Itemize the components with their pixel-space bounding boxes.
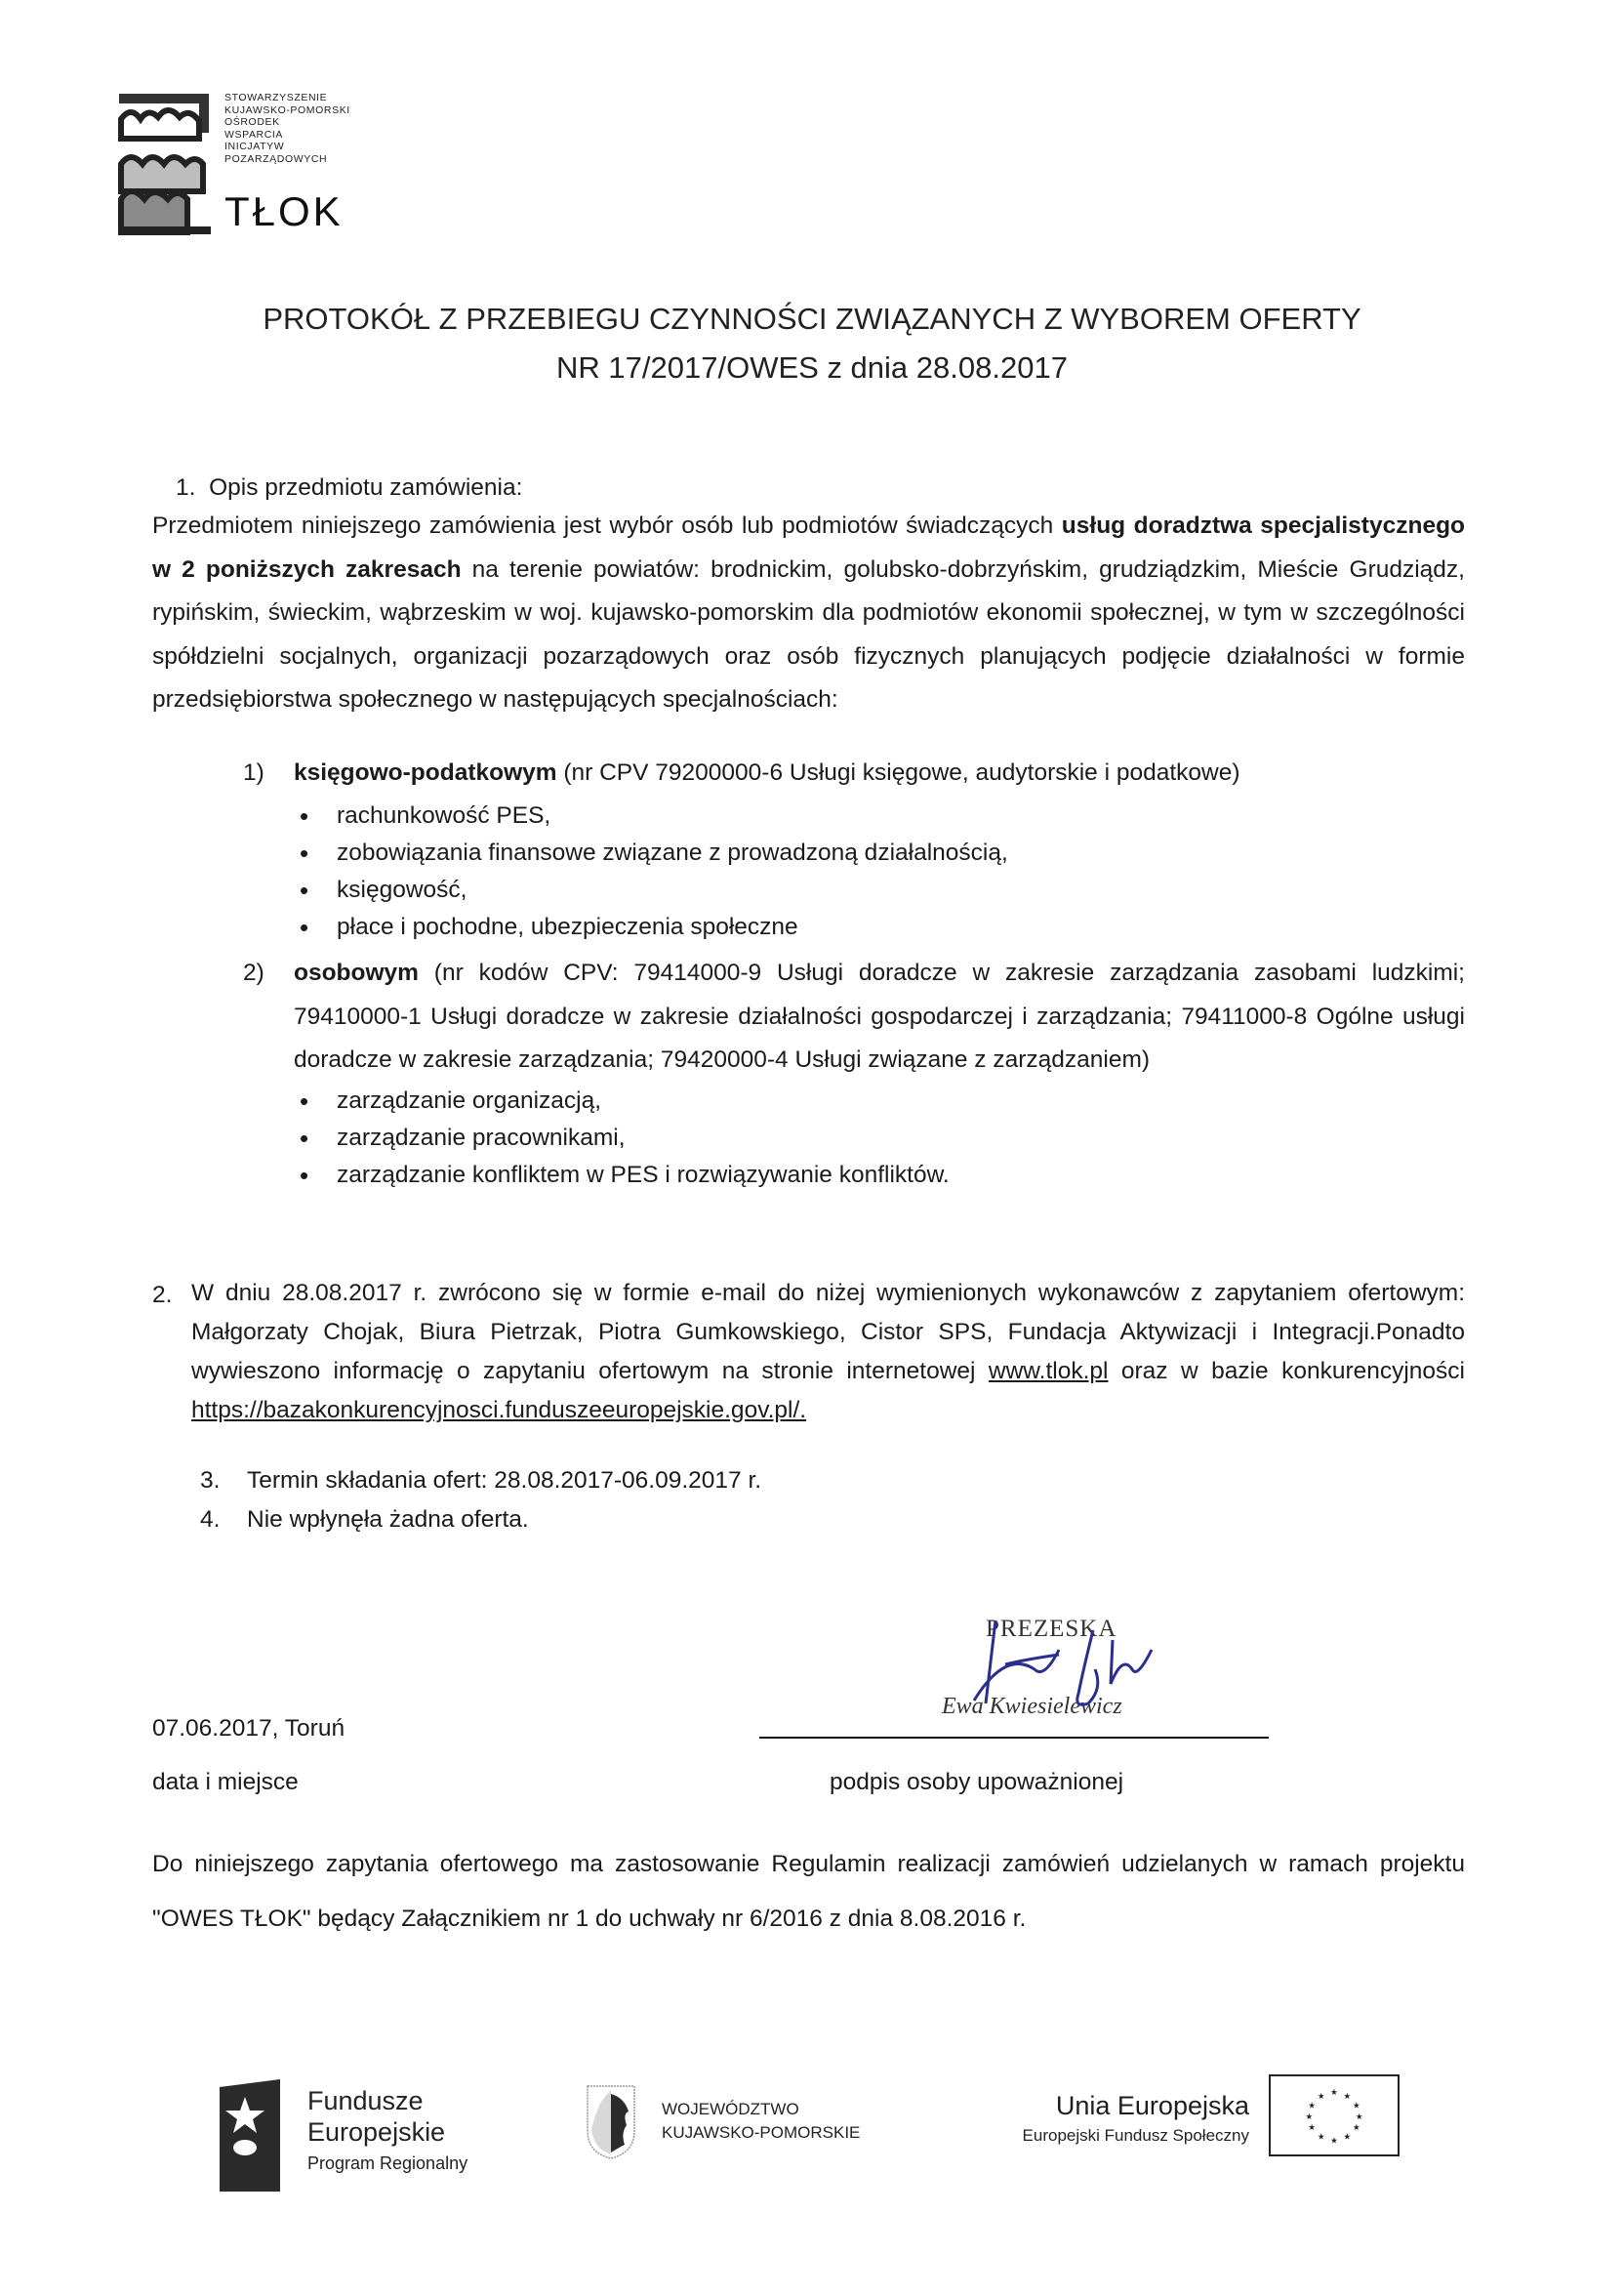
regulation-note: Do niniejszego zapytania ofertowego ma zastosowanie Regulamin realizacji zamówień udzielanych w ramach projektu "OWES TŁOK" będący Załącznikiem nr 1 do uchwały nr 6/2016 z dnia 8.08.2016 r. [152,1851,1465,1932]
scope-2: 2) osobowym (nr kodów CPV: 79414000-9 Usługi doradcze w zakresie zarządzania zasobami ludzkimi; 79410000-1 Usługi doradcze w zakresie działalności gospodarczej i zarządzania; 79411000-8 Ogólne usługi doradcze w zakresie zarządzania; 79420000-4 Usługi związane z zarządzaniem) • zarządzanie organizacją, • zarządzanie pracownikami, • zarządzanie konfliktem w PES i rozwiązywanie konfliktów. [243,952,1465,1194]
svg-text:★: ★ [1330,2088,1338,2099]
tlok-building-icon [117,90,211,236]
list-item: • zarządzanie organizacją, [294,1083,1465,1120]
section-1-heading: 1. Opis przedmiotu zamówienia: [176,474,523,501]
baza-konkurencyjnosci-link[interactable]: https://bazakonkurencyjnosci.funduszeeuropejskie.gov.pl/. [191,1397,807,1423]
list-item: • zarządzanie pracownikami, [294,1120,1465,1157]
scope-2-name: osobowym [294,960,419,986]
svg-text:★: ★ [1343,2132,1352,2143]
list-item: • rachunkowość PES, [294,798,1465,835]
fe-star-icon [220,2079,280,2192]
svg-text:★: ★ [1317,2132,1325,2143]
svg-text:★: ★ [1353,2123,1360,2134]
section-1-body: Przedmiotem niniejszego zamówienia jest wybór osób lub podmiotów świadczących usług doradztwa specjalistycznego w 2 poniższych zakresach na terenie powiatów: brodnickim, golubsko-dobrzyńskim, grudziądzkim, Mieście Grudziądz, rypińskim, świeckim, wąbrzeskim w woj. kujawsko-pomorskim dla podmiotów ekonomii społecznej, w tym w szczególności spółdzielni socjalnych, organizacji pozarządowych oraz osób fizycznych planujących podjęcie działalności w formie przedsiębiorstwa społecznego w następujących specjalnościach: [152,512,1465,713]
svg-text:★: ★ [1308,2123,1316,2134]
signature-label: podpis osoby upoważnionej [830,1769,1124,1795]
tlok-org-name: STOWARZYSZENIE KUJAWSKO-POMORSKI OŚRODEK WSPARCIA INICJATYW POZARZĄDOWYCH [224,92,350,165]
svg-text:★: ★ [1308,2101,1316,2112]
date-place-label: data i miejsce [152,1769,299,1795]
tlok-website-link[interactable]: www.tlok.pl [988,1358,1109,1384]
section-4: 4. Nie wpłynęła żadna oferta. [200,1506,529,1533]
signature-stamp-name: Ewa Kwiesielewicz [942,1694,1122,1719]
svg-text:★: ★ [1305,2112,1314,2122]
list-item: • zobowiązania finansowe związane z prowadzoną działalnością, [294,835,1465,872]
scope-1: 1) księgowo-podatkowym (nr CPV 79200000-6 Usługi księgowe, audytorskie i podatkowe) • rachunkowość PES, • zobowiązania finansowe związane z prowadzoną działalnością, • księgowość, • płace i pochodne, ubezpieczenia społeczne [243,752,1465,946]
list-item: • płace i pochodne, ubezpieczenia społeczne [294,909,1465,946]
svg-text:★: ★ [1353,2101,1360,2112]
scope-emphasis: usług doradztwa specjalistycznego w 2 poniższych zakresach [152,512,1465,583]
coat-of-arms-icon [586,2084,636,2160]
svg-text:★: ★ [1355,2112,1363,2122]
handwritten-signature-icon [966,1611,1220,1718]
svg-text:★: ★ [1317,2091,1325,2102]
date-place: 07.06.2017, Toruń [152,1715,345,1742]
scope-1-bullets [294,798,1465,946]
document-title [0,295,1624,392]
list-item: • zarządzanie konfliktem w PES i rozwiązywanie konfliktów. [294,1157,1465,1194]
unia-europejska-logo: Unia Europejska Europejski Fundusz Społeczny [1022,2091,1249,2145]
signature-stamp-title: PREZESKA [986,1616,1117,1642]
svg-text:★: ★ [1330,2136,1338,2147]
scope-2-bullets [294,1083,1465,1194]
title-line-2: NR 17/2017/OWES z dnia 28.08.2017 [556,350,1068,385]
eu-flag-icon [1269,2074,1400,2156]
section-3: 3. Termin składania ofert: 28.08.2017-06.09.2017 r. [200,1467,762,1494]
title-line-1: PROTOKÓŁ Z PRZEBIEGU CZYNNOŚCI ZWIĄZANYCH Z WYBOREM OFERTY [263,302,1361,336]
tlok-wordmark: TŁOK [224,188,344,234]
svg-text:★: ★ [1343,2091,1352,2102]
section-2: 2. W dniu 28.08.2017 r. zwrócono się w formie e-mail do niżej wymienionych wykonawców z zapytaniem ofertowym: Małgorzaty Chojak, Biura Pietrzak, Piotra Gumkowskiego, Cistor SPS, Fundacja Aktywizacji i Integracji.Ponadto wywieszono informację o zapytaniu ofertowym na stronie internetowej www.tlok.pl oraz w bazie konkurencyjności https://bazakonkurencyjnosci.funduszeeuropejskie.gov.pl/. [152,1280,1466,1423]
scope-1-name: księgowo-podatkowym [294,759,557,786]
signature-line [759,1737,1269,1739]
tlok-logo [117,90,371,236]
list-item: • księgowość, [294,872,1465,909]
